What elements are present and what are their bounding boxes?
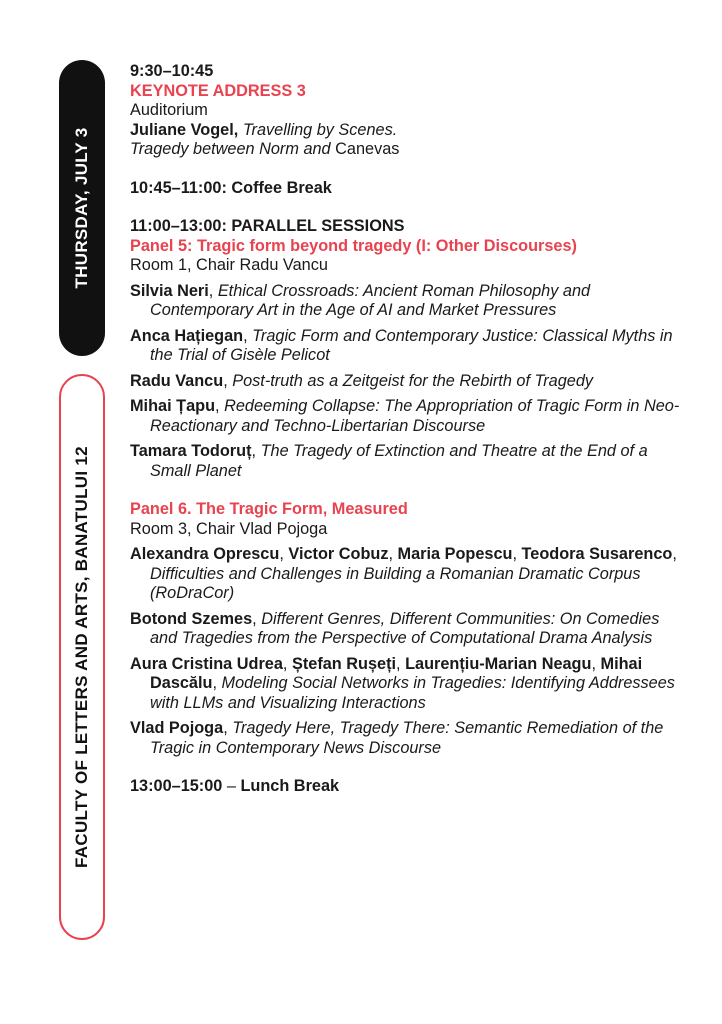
- list-item: Radu Vancu, Post-truth as a Zeitgeist for the Rebirth of Tragedy: [130, 371, 594, 390]
- keynote-talk-line2b: Canevas: [335, 140, 400, 158]
- list-item: Botond Szemes, Different Genres, Different Communities: On Comedies and Tragedies from the Perspective of Computational Drama Analysis: [130, 609, 660, 647]
- day-label: THURSDAY, JULY 3: [72, 127, 91, 289]
- list-item: Tamara Todoruț, The Tragedy of Extinction and Theatre at the End of a Small Planet: [130, 442, 648, 480]
- day-label-pill: [59, 60, 105, 356]
- parallel-sessions: 11:00–13:00: PARALLEL SESSIONS: [130, 217, 405, 235]
- panel5-room: Room 1, Chair Radu Vancu: [130, 256, 328, 274]
- list-item: Vlad Pojoga, Tragedy Here, Tragedy There: Semantic Remediation of the Tragic in Contemporary News Discourse: [130, 719, 664, 757]
- schedule-content: [130, 62, 690, 797]
- panel5-title: Panel 5: Tragic form beyond tragedy (I: Other Discourses): [130, 236, 577, 255]
- keynote-location: Auditorium: [130, 101, 208, 119]
- keynote-talk-line2a: Tragedy between Norm and: [130, 140, 336, 158]
- panel5-block: [130, 237, 690, 482]
- list-item: Alexandra Oprescu, Victor Cobuz, Maria Popescu, Teodora Susarenco, Difficulties and Challenges in Building a Romanian Dramatic Corpus (RoDraCor): [130, 545, 677, 602]
- keynote-time: 9:30–10:45: [130, 62, 214, 80]
- panel6-room: Room 3, Chair Vlad Pojoga: [130, 519, 328, 538]
- panel6-title: Panel 6. The Tragic Form, Measured: [130, 500, 408, 518]
- keynote-talk-line1: Travelling by Scenes.: [242, 120, 398, 139]
- lunch-break: 13:00–15:00 – Lunch Break: [130, 777, 340, 795]
- list-item: Silvia Neri, Ethical Crossroads: Ancient Roman Philosophy and Contemporary Art in the Age of AI and Market Pressures: [130, 281, 591, 319]
- list-item: Mihai Țapu, Redeeming Collapse: The Appropriation of Tragic Form in Neo-Reactionary and Techno-Libertarian Discourse: [130, 397, 680, 435]
- list-item: Anca Hațiegan, Tragic Form and Contemporary Justice: Classical Myths in the Trial of Gisèle Pelicot: [130, 326, 673, 364]
- list-item: Aura Cristina Udrea, Ștefan Rușeți, Laurențiu-Marian Neagu, Mihai Dascălu, Modeling Social Networks in Tragedies: Identifying Addressees with LLMs and Visualizing Interactions: [130, 654, 675, 712]
- venue-label-pill: [59, 374, 105, 940]
- coffee-break: 10:45–11:00: Coffee Break: [130, 178, 332, 197]
- keynote-speaker: Juliane Vogel,: [130, 120, 239, 139]
- keynote-block: [130, 62, 690, 160]
- venue-label: FACULTY OF LETTERS AND ARTS, BANATULUI 12: [72, 446, 91, 868]
- panel6-block: [130, 500, 690, 758]
- keynote-title: KEYNOTE ADDRESS 3: [130, 81, 306, 100]
